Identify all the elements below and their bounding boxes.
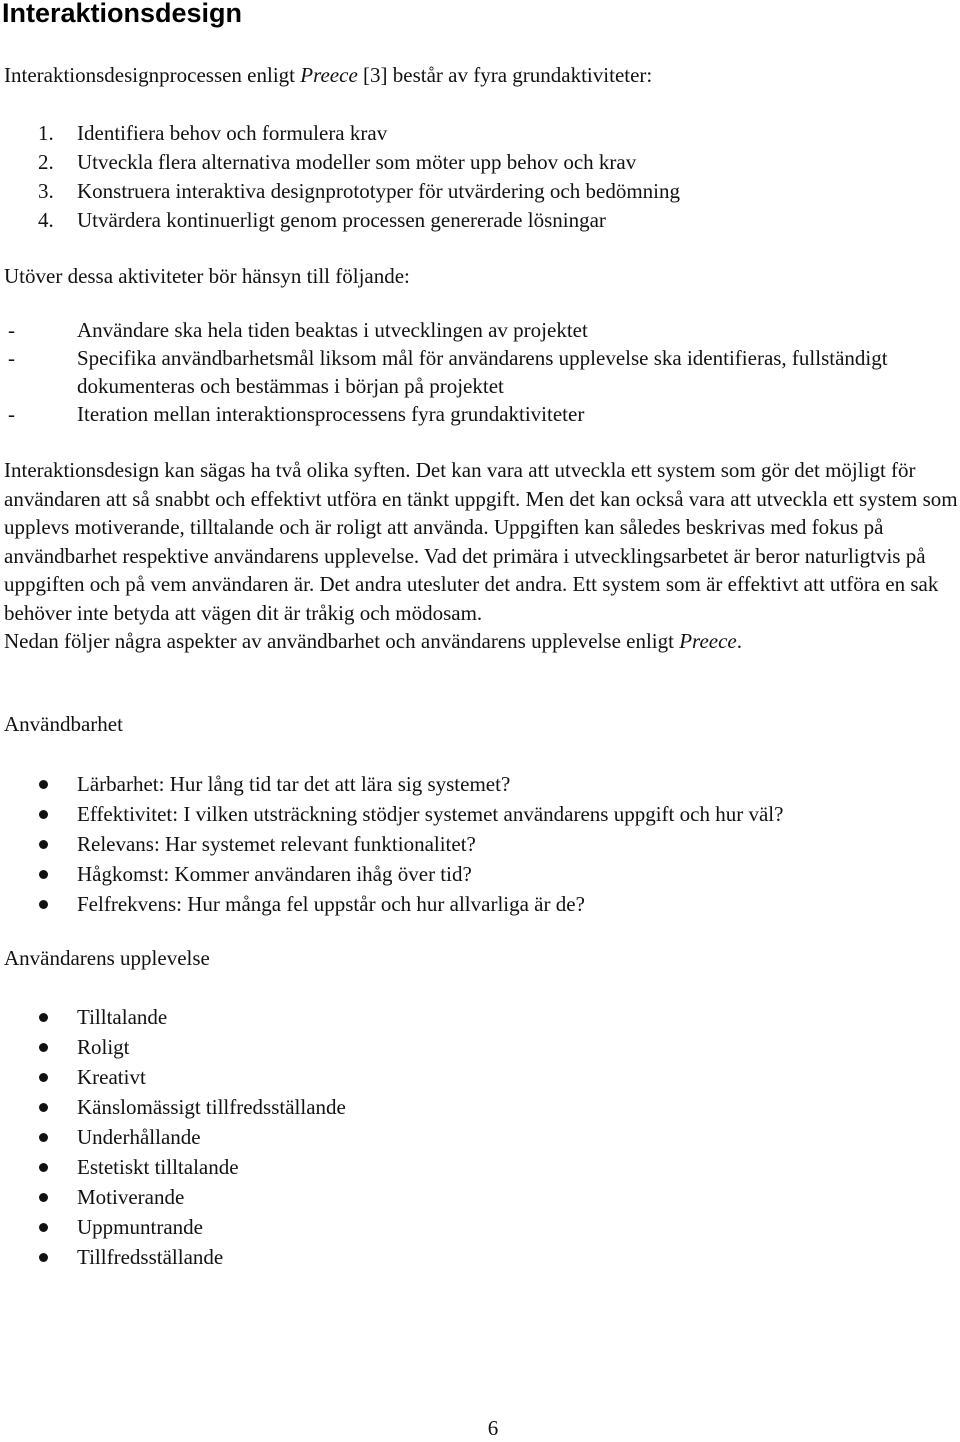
user-experience-item xyxy=(0,1152,346,1182)
bullet-icon xyxy=(39,870,48,879)
aspects-text-end: . xyxy=(736,629,742,653)
user-experience-text: Tillfredsställande xyxy=(77,1245,224,1269)
activity-number: 1. xyxy=(38,121,54,145)
usability-item xyxy=(0,859,783,889)
bullet-icon xyxy=(39,900,48,909)
usability-item xyxy=(0,889,783,919)
considerations-list xyxy=(0,316,956,428)
page-number: 6 xyxy=(487,1416,499,1440)
bullet-icon xyxy=(39,1073,48,1082)
page-title: Interaktionsdesign xyxy=(2,0,243,28)
dash-marker: - xyxy=(8,318,15,342)
usability-text: Hågkomst: Kommer användaren ihåg över tid? xyxy=(77,862,472,886)
consideration-text: Iteration mellan interaktionsprocessens fyra grundaktiviteter xyxy=(77,402,585,426)
user-experience-text: Estetiskt tilltalande xyxy=(77,1155,239,1179)
purpose-paragraph xyxy=(4,456,958,656)
aspects-author: Preece xyxy=(679,629,737,653)
intro-text-start: Interaktionsdesignprocessen enligt xyxy=(4,63,301,87)
bullet-icon xyxy=(39,1133,48,1142)
purpose-text: Interaktionsdesign kan sägas ha två olika syften. Det kan vara att utveckla ett system som gör det möjligt för användaren att så snabbt och effektivt utföra en tänkt uppgift. Men det kan också vara att utveckla ett system som upplevs motiverande, tilltalande och är roligt att använda. Uppgiften kan således beskrivas med fokus på användbarhet respektive användarens upplevelse. Vad det primära i utvecklingsarbetet är beror naturligtvis på uppgiften och på vem användaren är. Det andra utesluter det andra. Ett system som är effektivt att utföra en sak behöver inte betyda att vägen dit är tråkig och mödosam. xyxy=(4,458,958,625)
user-experience-text: Underhållande xyxy=(77,1125,201,1149)
activity-text: Konstruera interaktiva designprototyper för utvärdering och bedömning xyxy=(77,179,680,203)
activity-text: Utvärdera kontinuerligt genom processen genererade lösningar xyxy=(77,208,606,232)
user-experience-text: Uppmuntrande xyxy=(77,1215,203,1239)
user-experience-heading: Användarens upplevelse xyxy=(4,946,210,970)
user-experience-text: Känslomässigt tillfredsställande xyxy=(77,1095,346,1119)
user-experience-item xyxy=(0,1212,346,1242)
dash-marker: - xyxy=(8,346,15,370)
consideration-item xyxy=(0,400,956,428)
activity-item xyxy=(0,177,680,206)
usability-heading: Användbarhet xyxy=(4,712,123,736)
bullet-icon xyxy=(39,1103,48,1112)
user-experience-item xyxy=(0,1242,346,1272)
user-experience-item xyxy=(0,1182,346,1212)
consideration-item xyxy=(0,344,956,400)
user-experience-item xyxy=(0,1062,346,1092)
usability-item xyxy=(0,769,783,799)
usability-text: Relevans: Har systemet relevant funktionalitet? xyxy=(77,832,476,856)
activity-number: 4. xyxy=(38,208,54,232)
intro-text-end: [3] består av fyra grundaktiviteter: xyxy=(357,63,653,87)
consideration-text: Specifika användbarhetsmål liksom mål för användarens upplevelse ska identifieras, fullständigt dokumenteras och bestämmas i början på projektet xyxy=(77,346,888,398)
usability-list xyxy=(0,769,783,919)
bullet-icon xyxy=(39,840,48,849)
user-experience-list xyxy=(0,1002,346,1272)
user-experience-text: Kreativt xyxy=(77,1065,146,1089)
bullet-icon xyxy=(39,1253,48,1262)
bullet-icon xyxy=(39,1043,48,1052)
user-experience-text: Motiverande xyxy=(77,1185,185,1209)
considerations-intro: Utöver dessa aktiviteter bör hänsyn till följande: xyxy=(4,264,410,288)
activity-number: 2. xyxy=(38,150,54,174)
user-experience-item xyxy=(0,1092,346,1122)
bullet-icon xyxy=(39,1193,48,1202)
usability-text: Effektivitet: I vilken utsträckning stödjer systemet användarens uppgift och hur väl? xyxy=(77,802,784,826)
activity-item xyxy=(0,148,680,177)
intro-sentence xyxy=(4,61,954,89)
bullet-icon xyxy=(39,1013,48,1022)
usability-item xyxy=(0,829,783,859)
activity-number: 3. xyxy=(38,179,54,203)
user-experience-item xyxy=(0,1002,346,1032)
activity-text: Identifiera behov och formulera krav xyxy=(77,121,388,145)
intro-author: Preece xyxy=(300,63,358,87)
aspects-intro xyxy=(4,627,958,656)
bullet-icon xyxy=(39,1223,48,1232)
bullet-icon xyxy=(39,1163,48,1172)
usability-text: Felfrekvens: Hur många fel uppstår och hur allvarliga är de? xyxy=(77,892,585,916)
activity-list xyxy=(0,119,680,235)
consideration-item xyxy=(0,316,956,344)
user-experience-item xyxy=(0,1032,346,1062)
user-experience-text: Roligt xyxy=(77,1035,130,1059)
activity-text: Utveckla flera alternativa modeller som möter upp behov och krav xyxy=(77,150,637,174)
user-experience-item xyxy=(0,1122,346,1152)
bullet-icon xyxy=(39,780,48,789)
aspects-text-start: Nedan följer några aspekter av användbarhet och användarens upplevelse enligt xyxy=(4,629,680,653)
usability-text: Lärbarhet: Hur lång tid tar det att lära sig systemet? xyxy=(77,772,511,796)
activity-item xyxy=(0,119,680,148)
dash-marker: - xyxy=(8,402,15,426)
consideration-text: Användare ska hela tiden beaktas i utvecklingen av projektet xyxy=(77,318,588,342)
usability-item xyxy=(0,799,783,829)
user-experience-text: Tilltalande xyxy=(77,1005,168,1029)
bullet-icon xyxy=(39,810,48,819)
activity-item xyxy=(0,206,680,235)
